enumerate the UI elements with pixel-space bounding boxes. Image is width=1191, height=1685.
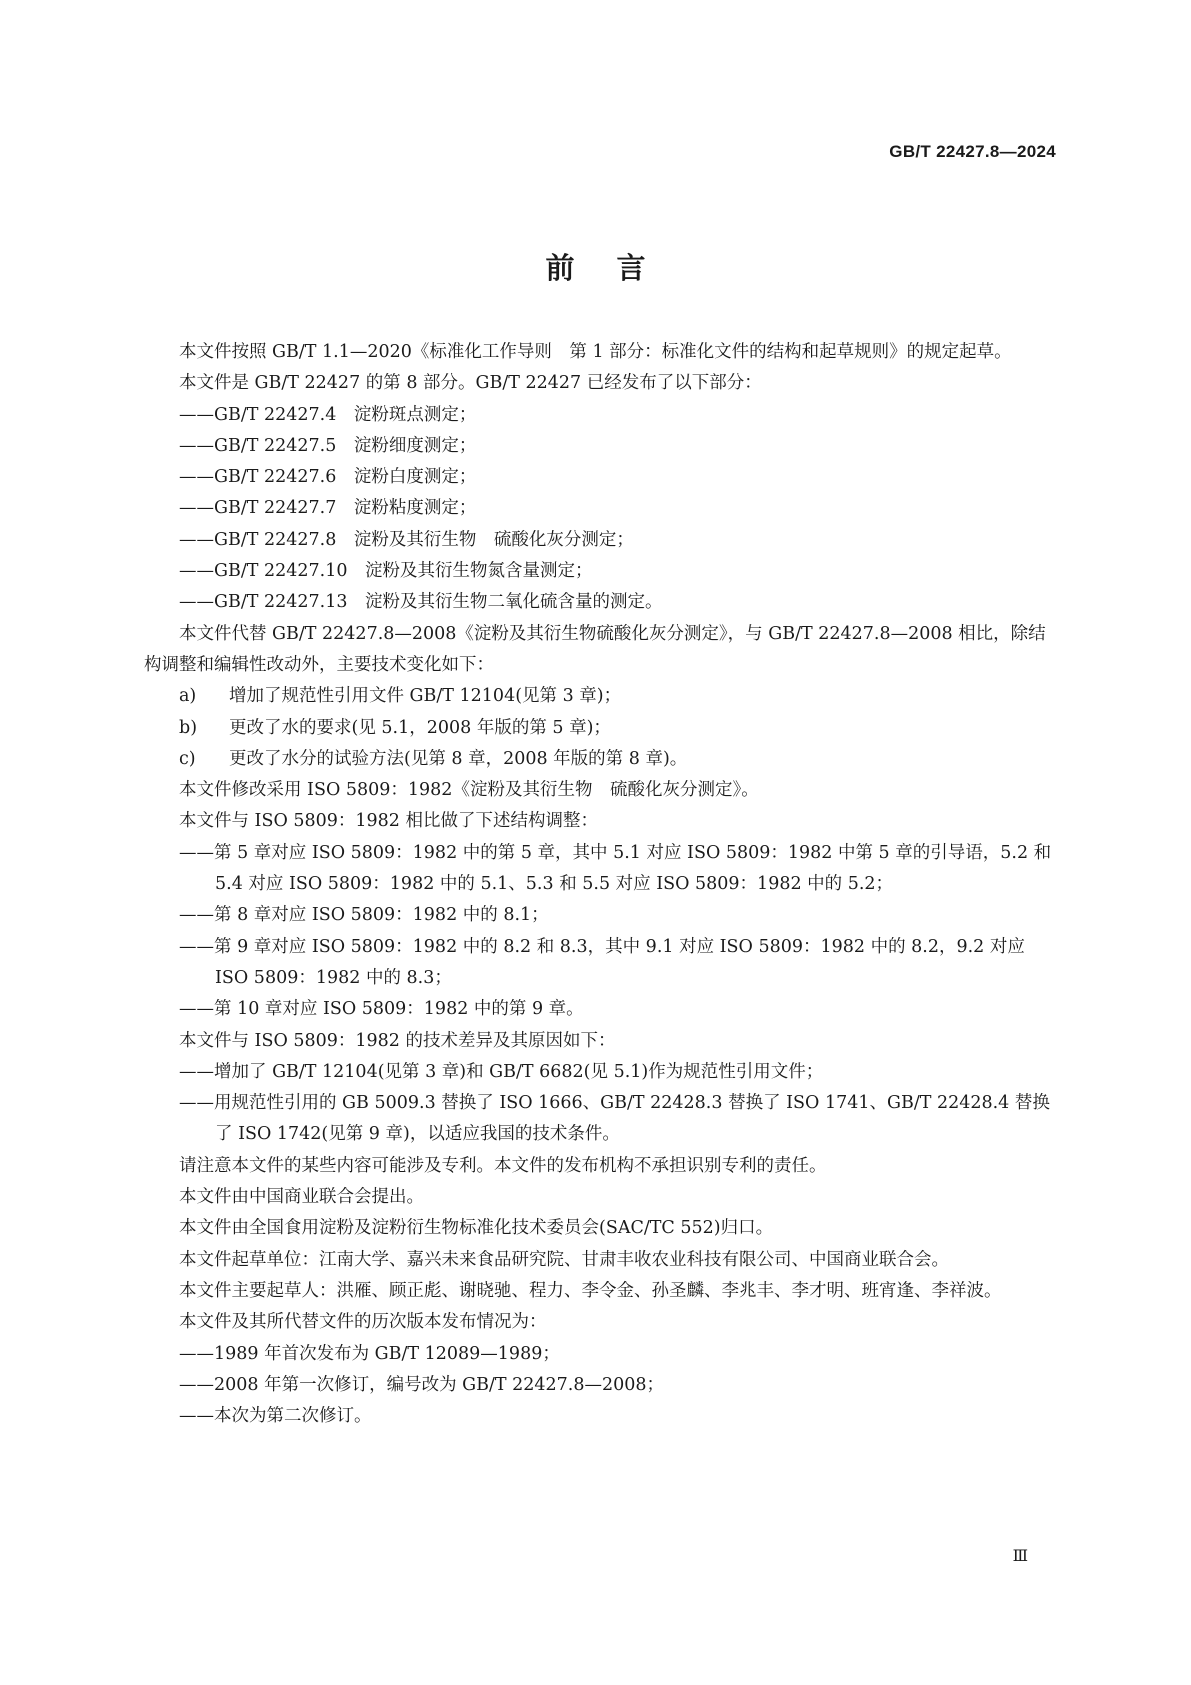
dash-list-item: ——GB/T 22427.5 淀粉细度测定； bbox=[179, 435, 477, 456]
preface-body bbox=[144, 337, 1058, 1432]
dash-list-item: ——GB/T 22427.8 淀粉及其衍生物 硫酸化灰分测定； bbox=[179, 529, 634, 550]
dash-list-item: ——GB/T 22427.10 淀粉及其衍生物氮含量测定； bbox=[179, 561, 593, 582]
paragraph: 本文件是 GB/T 22427 的第 8 部分。GB/T 22427 已经发布了以下部分： bbox=[179, 373, 762, 394]
dash-list-item: ——2008 年第一次修订，编号改为 GB/T 22427.8—2008； bbox=[179, 1374, 665, 1395]
paragraph: 本文件代替 GB/T 22427.8—2008《淀粉及其衍生物硫酸化灰分测定》，与 GB/T 22427.8—2008 相比，除结构调整和编辑性改动外，主要技术变化如下： bbox=[144, 623, 1046, 675]
dash-list-item: ——GB/T 22427.6 淀粉白度测定； bbox=[179, 467, 477, 488]
paragraph: 本文件主要起草人：洪雁、顾正彪、谢晓驰、程力、李令金、孙圣麟、李兆丰、李才明、班宵逢、李祥波。 bbox=[179, 1280, 1002, 1301]
paragraph: 本文件由中国商业联合会提出。 bbox=[179, 1187, 424, 1208]
dash-list-item: ——第 9 章对应 ISO 5809：1982 中的 8.2 和 8.3，其中 9.1 对应 ISO 5809：1982 中的 8.2，9.2 对应 ISO 5809：1982 中的 8.3； bbox=[179, 936, 1025, 988]
page-title: 前言 bbox=[545, 251, 688, 285]
document-number: GB/T 22427.8—2024 bbox=[889, 142, 1056, 161]
dash-list-item: ——第 10 章对应 ISO 5809：1982 中的第 9 章。 bbox=[179, 999, 584, 1020]
list-marker: c) bbox=[179, 748, 196, 769]
paragraph: 本文件按照 GB/T 1.1—2020《标准化工作导则 第 1 部分：标准化文件的结构和起草规则》的规定起草。 bbox=[179, 342, 1012, 362]
list-marker: b) bbox=[179, 717, 198, 738]
lettered-list-item bbox=[144, 744, 1058, 775]
paragraph: 请注意本文件的某些内容可能涉及专利。本文件的发布机构不承担识别专利的责任。 bbox=[179, 1155, 827, 1176]
dash-list-item: ——增加了 GB/T 12104(见第 3 章)和 GB/T 6682(见 5.1)作为规范性引用文件； bbox=[179, 1061, 824, 1082]
paragraph: 本文件与 ISO 5809：1982 相比做了下述结构调整： bbox=[179, 811, 599, 832]
dash-list-item: ——第 5 章对应 ISO 5809：1982 中的第 5 章，其中 5.1 对应 ISO 5809：1982 中第 5 章的引导语，5.2 和 5.4 对应 ISO 5809：1982 中的 5.1、5.3 和 5.5 对应 ISO 5809：1982 中的 5.2； bbox=[179, 842, 1052, 895]
paragraph: 本文件起草单位：江南大学、嘉兴未来食品研究院、甘肃丰收农业科技有限公司、中国商业联合会。 bbox=[179, 1249, 949, 1270]
dash-list-item: ——GB/T 22427.4 淀粉斑点测定； bbox=[179, 404, 477, 425]
list-item-text: 更改了水分的试验方法(见第 8 章，2008 年版的第 8 章)。 bbox=[229, 748, 688, 769]
paragraph: 本文件修改采用 ISO 5809：1982《淀粉及其衍生物 硫酸化灰分测定》。 bbox=[179, 780, 759, 801]
paragraph: 本文件及其所代替文件的历次版本发布情况为： bbox=[179, 1312, 547, 1333]
dash-list-item: ——第 8 章对应 ISO 5809：1982 中的 8.1； bbox=[179, 905, 549, 926]
dash-list-item: ——GB/T 22427.13 淀粉及其衍生物二氧化硫含量的测定。 bbox=[179, 592, 663, 613]
list-item-text: 增加了规范性引用文件 GB/T 12104(见第 3 章)； bbox=[229, 686, 622, 707]
paragraph: 本文件由全国食用淀粉及淀粉衍生物标准化技术委员会(SAC/TC 552)归口。 bbox=[179, 1218, 774, 1239]
paragraph: 本文件与 ISO 5809：1982 的技术差异及其原因如下： bbox=[179, 1030, 616, 1051]
list-marker: a) bbox=[179, 686, 197, 707]
dash-list-item: ——GB/T 22427.7 淀粉粘度测定； bbox=[179, 498, 477, 519]
lettered-list-item bbox=[144, 681, 1058, 712]
dash-list-item: ——用规范性引用的 GB 5009.3 替换了 ISO 1666、GB/T 22428.3 替换了 ISO 1741、GB/T 22428.4 替换了 ISO 1742(见第 9 章)，以适应我国的技术条件。 bbox=[179, 1093, 1050, 1145]
dash-list-item: ——本次为第二次修订。 bbox=[179, 1406, 372, 1427]
list-item-text: 更改了水的要求(见 5.1，2008 年版的第 5 章)； bbox=[229, 717, 611, 738]
lettered-list-item bbox=[144, 713, 1058, 744]
dash-list-item: ——1989 年首次发布为 GB/T 12089—1989； bbox=[179, 1343, 560, 1364]
page-number: Ⅲ bbox=[1012, 1546, 1028, 1565]
